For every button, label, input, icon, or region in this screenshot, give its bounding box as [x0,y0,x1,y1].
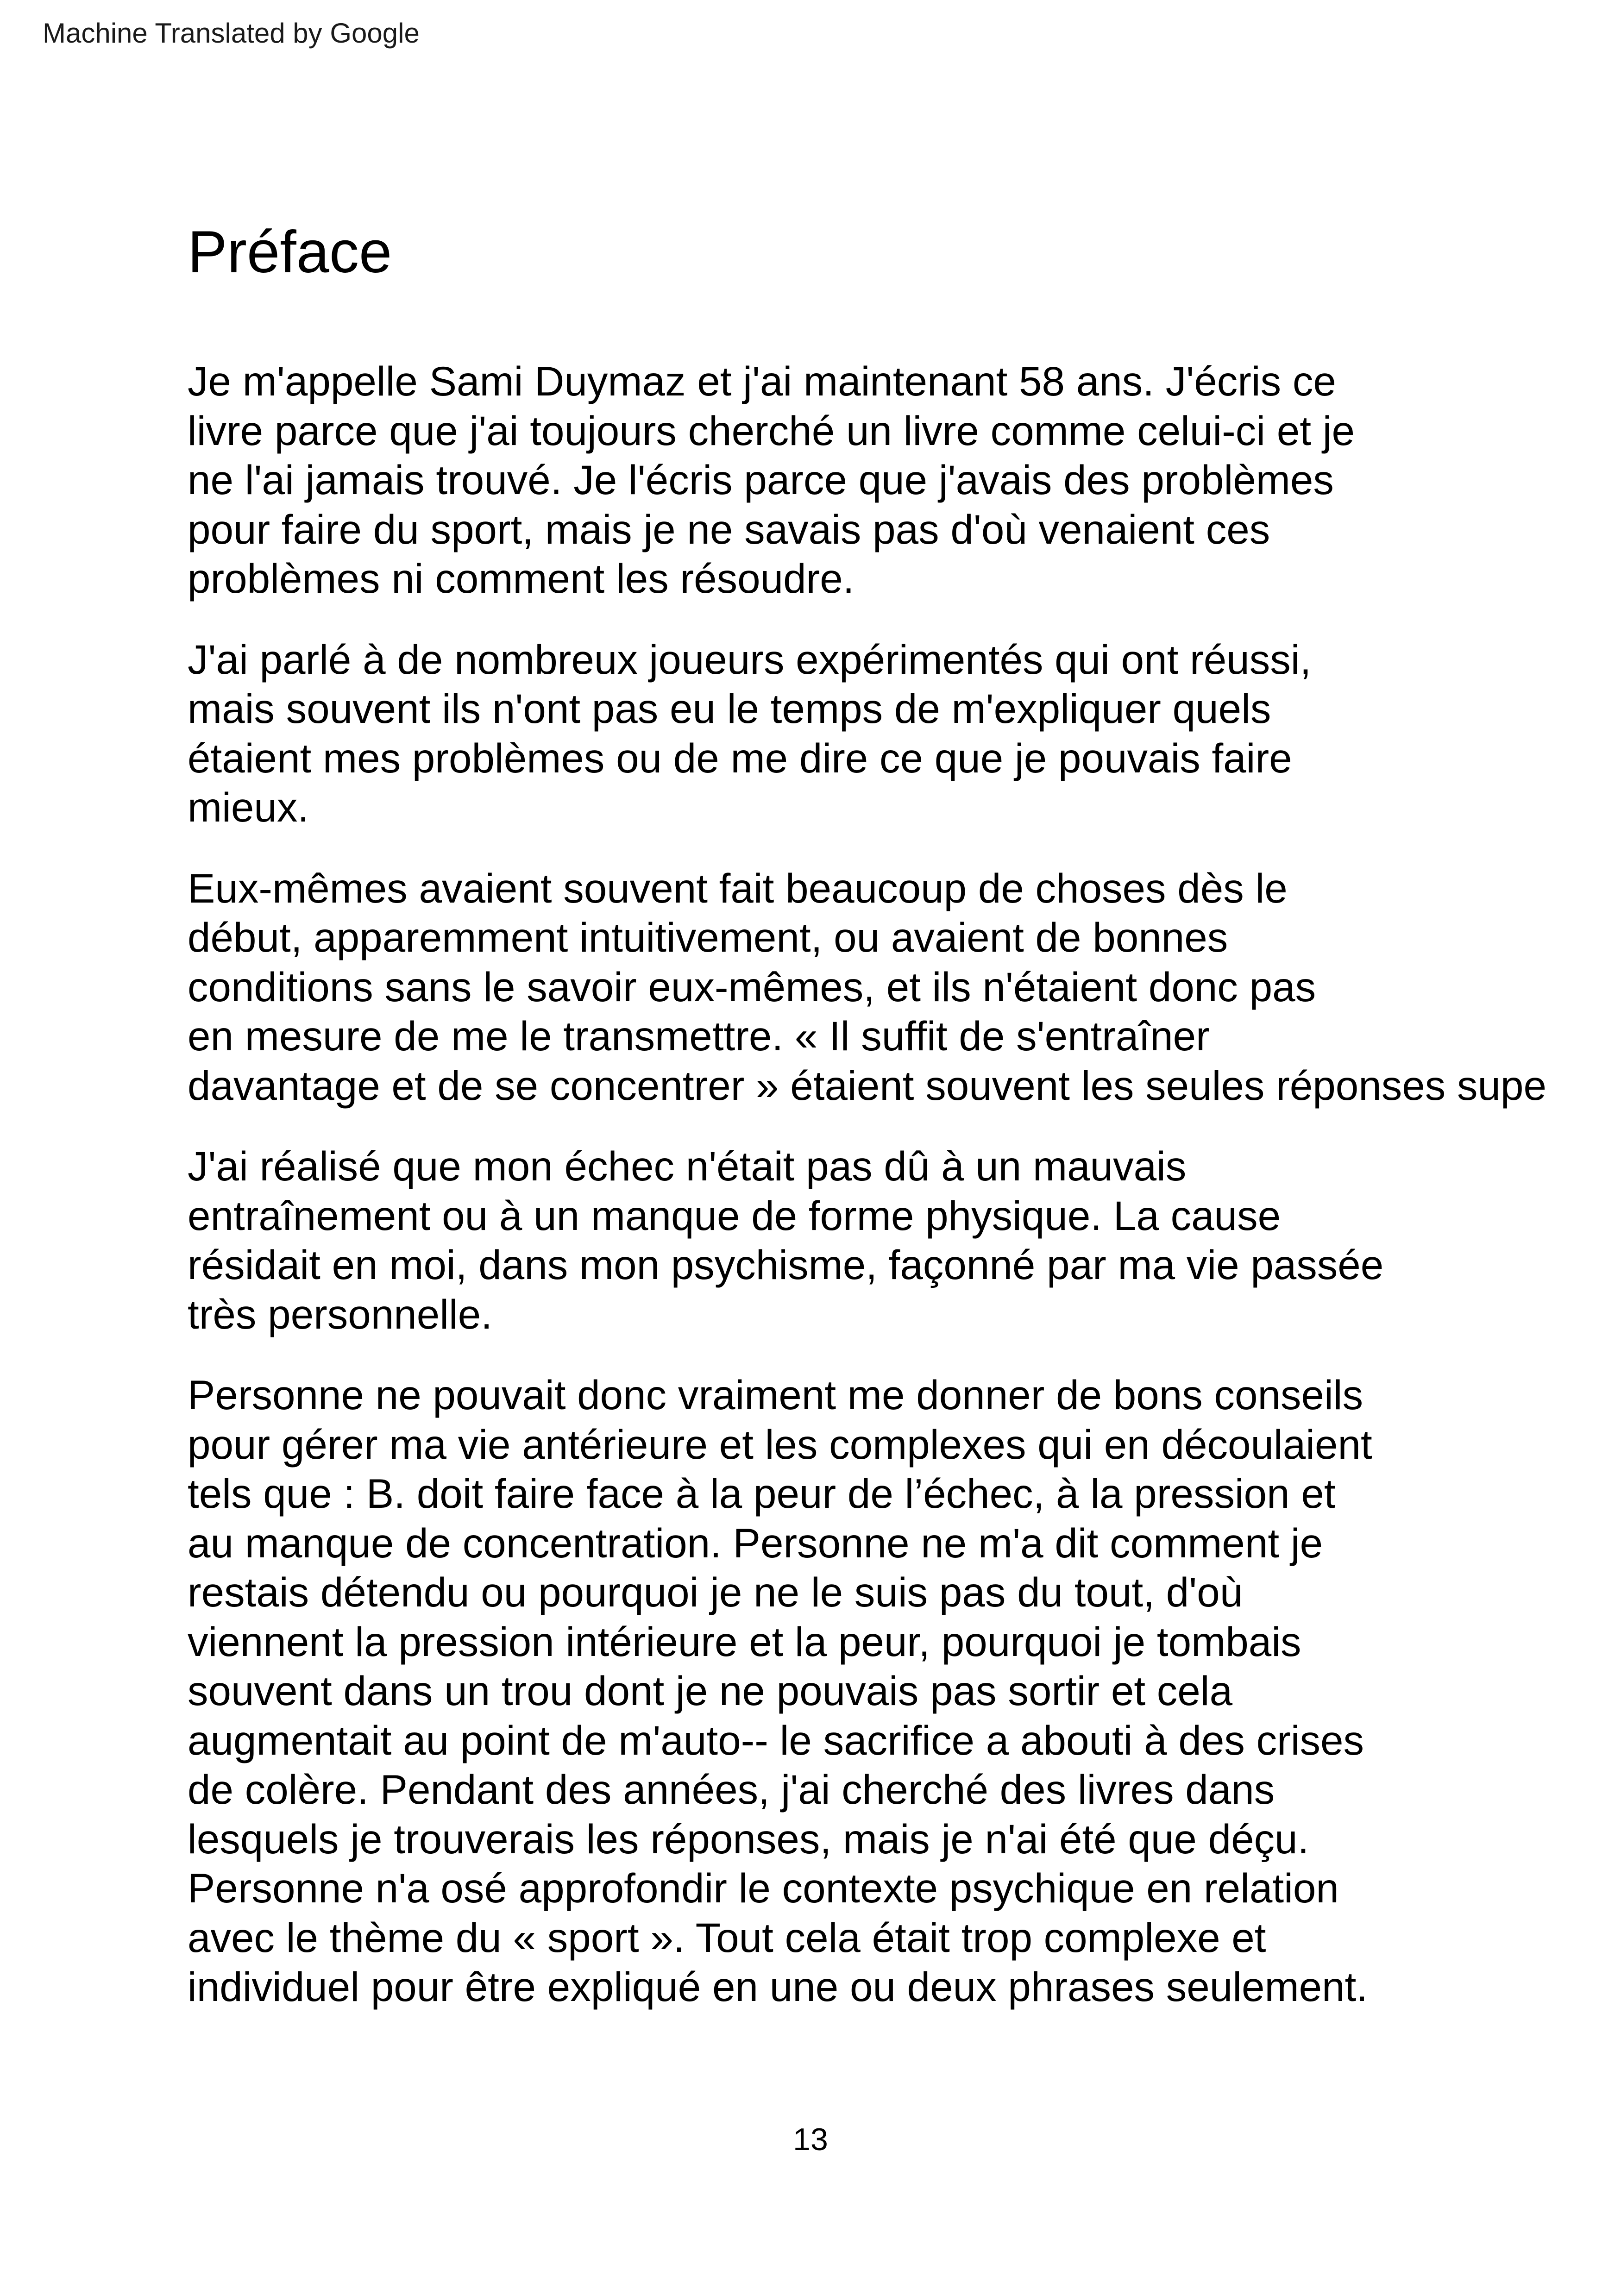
text-line: mais souvent ils n'ont pas eu le temps de m'expliquer quels [188,685,1271,732]
text-line: problèmes ni comment les résoudre. [188,555,854,602]
paragraph-5 [188,1370,1621,2012]
text-line: très personnelle. [188,1291,492,1337]
text-line: livre parce que j'ai toujours cherché un livre comme celui-ci et je [188,407,1355,454]
preface-body [188,357,1621,2043]
text-line: Eux-mêmes avaient souvent fait beaucoup de choses dès le [188,865,1288,911]
text-line: J'ai parlé à de nombreux joueurs expérimentés qui ont réussi, [188,636,1312,683]
text-line: conditions sans le savoir eux-mêmes, et ils n'étaient donc pas [188,963,1316,1010]
text-line: en mesure de me le transmettre. « Il suffit de s'entraîner [188,1013,1210,1059]
text-line: au manque de concentration. Personne ne m'a dit comment je [188,1519,1323,1566]
page-title: Préface [188,219,392,285]
text-line: avec le thème du « sport ». Tout cela était trop complexe et [188,1914,1266,1961]
text-line: mieux. [188,784,309,830]
text-line: étaient mes problèmes ou de me dire ce que je pouvais faire [188,734,1292,781]
text-line: tels que : B. doit faire face à la peur de l’échec, à la pression et [188,1470,1336,1517]
text-line: viennent la pression intérieure et la peur, pourquoi je tombais [188,1618,1301,1665]
text-line: augmentait au point de m'auto-- le sacrifice a abouti à des crises [188,1717,1364,1763]
machine-translation-banner: Machine Translated by Google [43,18,420,49]
text-line: de colère. Pendant des années, j'ai cherché des livres dans [188,1766,1275,1813]
paragraph-2 [188,635,1621,832]
paragraph-3 [188,864,1621,1110]
paragraph-4 [188,1142,1621,1339]
text-line: pour gérer ma vie antérieure et les complexes qui en découlaient [188,1421,1372,1468]
text-line: Personne ne pouvait donc vraiment me donner de bons conseils [188,1372,1363,1418]
text-line: entraînement ou à un manque de forme physique. La cause [188,1192,1281,1239]
text-line: individuel pour être expliqué en une ou deux phrases seulement. [188,1964,1368,2010]
text-line: J'ai réalisé que mon échec n'était pas dû à un mauvais [188,1143,1187,1189]
text-line: souvent dans un trou dont je ne pouvais pas sortir et cela [188,1668,1233,1714]
page-number: 13 [793,2122,828,2157]
text-line: lesquels je trouverais les réponses, mais je n'ai été que déçu. [188,1815,1309,1862]
text-line: restais détendu ou pourquoi je ne le suis pas du tout, d'où [188,1569,1243,1615]
text-line: davantage et de se concentrer » étaient souvent les seules réponses supe [188,1062,1547,1109]
text-line: résidait en moi, dans mon psychisme, façonné par ma vie passée [188,1242,1384,1288]
text-line: Personne n'a osé approfondir le contexte psychique en relation [188,1865,1339,1911]
text-line: début, apparemment intuitivement, ou avaient de bonnes [188,914,1228,960]
text-line: ne l'ai jamais trouvé. Je l'écris parce que j'avais des problèmes [188,457,1334,503]
text-line: pour faire du sport, mais je ne savais pas d'où venaient ces [188,506,1270,552]
paragraph-1 [188,357,1621,603]
text-line: Je m'appelle Sami Duymaz et j'ai maintenant 58 ans. J'écris ce [188,358,1336,404]
